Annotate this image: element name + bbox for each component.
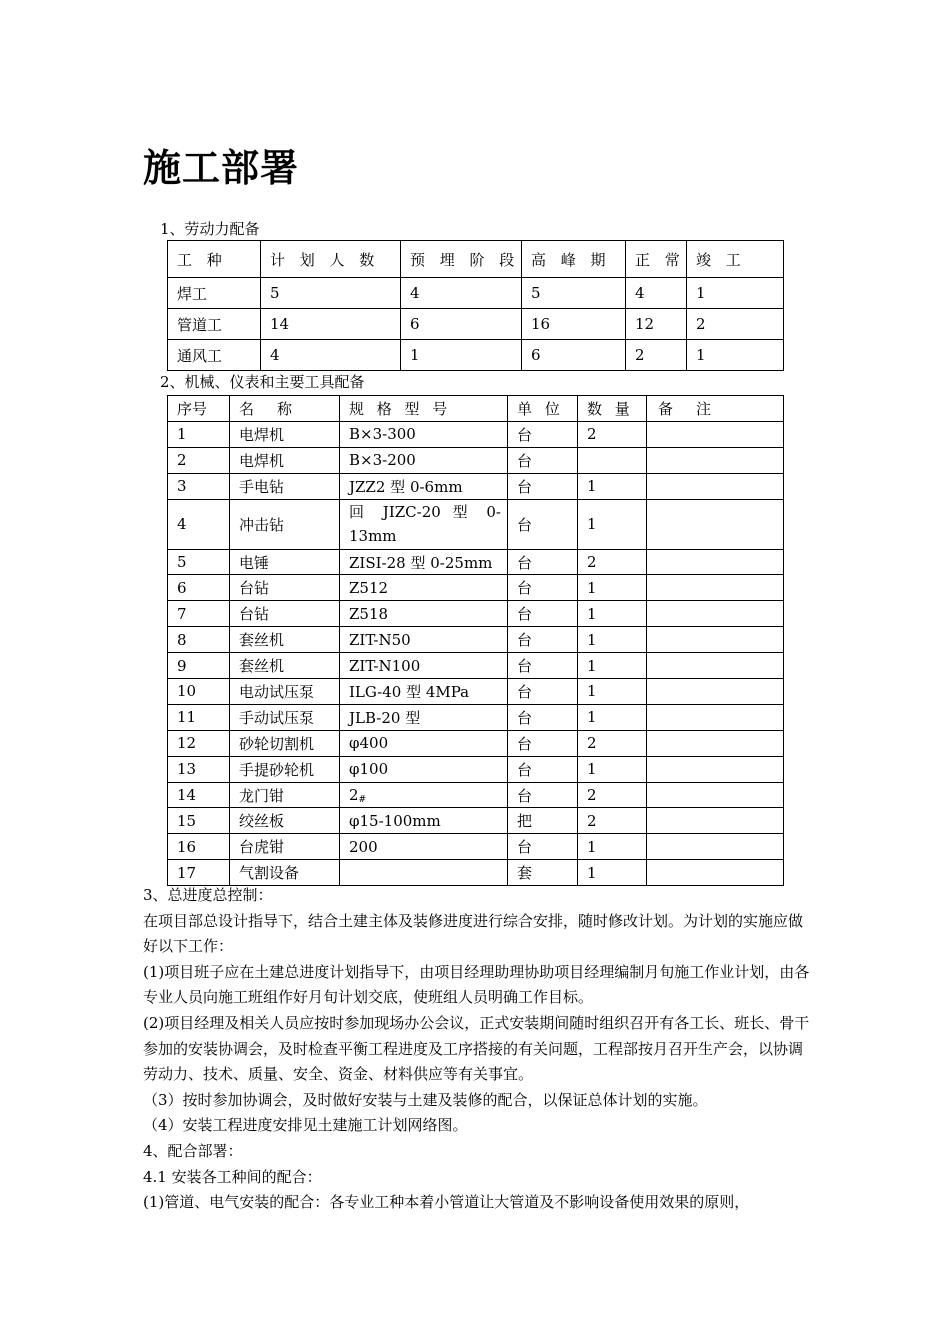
table-cell — [647, 704, 784, 730]
table-cell: 1 — [578, 756, 647, 782]
table-cell: 2 — [168, 447, 230, 473]
table-cell: 1 — [578, 499, 647, 549]
table-row — [168, 653, 784, 679]
table-cell: 电焊机 — [230, 447, 340, 473]
table-cell: 冲击钻 — [230, 499, 340, 549]
table-cell: 1 — [578, 704, 647, 730]
table-cell: Z518 — [340, 601, 508, 627]
table-row — [168, 782, 784, 808]
column-header: 计 划 人 数 — [261, 241, 401, 278]
table-row — [168, 756, 784, 782]
table-cell: 200 — [340, 834, 508, 860]
table-cell: 7 — [168, 601, 230, 627]
table-cell: 台 — [508, 447, 578, 473]
table-cell: 1 — [687, 278, 784, 309]
paragraph: （4）安装工程进度安排见土建施工计划网络图。 — [143, 1116, 468, 1135]
table-cell — [647, 575, 784, 601]
equipment-table — [167, 395, 784, 886]
paragraph: （3）按时参加协调会，及时做好安装与土建及装修的配合，以保证总体计划的实施。 — [143, 1090, 708, 1109]
table-cell: 手动试压泵 — [230, 704, 340, 730]
table-cell: ZIT-N100 — [340, 653, 508, 679]
table-cell: 4 — [401, 278, 522, 309]
table-cell: 套丝机 — [230, 653, 340, 679]
table-cell: B×3-200 — [340, 447, 508, 473]
table-row — [168, 679, 784, 705]
table-cell: 电动试压泵 — [230, 679, 340, 705]
table-cell: 绞丝板 — [230, 808, 340, 834]
table-cell: Z512 — [340, 575, 508, 601]
table-cell — [647, 473, 784, 499]
table-cell: 台 — [508, 601, 578, 627]
table-cell: 14 — [168, 782, 230, 808]
table-cell: 台 — [508, 756, 578, 782]
table-cell — [647, 782, 784, 808]
table-row — [168, 704, 784, 730]
table-cell: 4 — [261, 340, 401, 371]
table-cell: 2 — [626, 340, 687, 371]
column-header: 名 称 — [230, 396, 340, 422]
table-cell: 龙门钳 — [230, 782, 340, 808]
table-cell: 10 — [168, 679, 230, 705]
table-cell: 2 — [578, 782, 647, 808]
table-cell: 套丝机 — [230, 627, 340, 653]
table-cell — [647, 756, 784, 782]
table-cell: 台 — [508, 421, 578, 447]
table-row — [168, 278, 784, 309]
table-cell: 套 — [508, 860, 578, 886]
spec-suffix: # — [358, 794, 367, 805]
table-row — [168, 421, 784, 447]
table-cell: 6 — [401, 309, 522, 340]
table-row — [168, 834, 784, 860]
table-cell — [647, 499, 784, 549]
table-cell: 电锤 — [230, 549, 340, 575]
table-cell: 1 — [578, 627, 647, 653]
table-cell: 16 — [168, 834, 230, 860]
table-cell: ILG-40 型 4MPa — [340, 679, 508, 705]
table-cell: 手电钻 — [230, 473, 340, 499]
table-cell — [647, 627, 784, 653]
table-cell — [647, 653, 784, 679]
table-row — [168, 627, 784, 653]
table-header-row — [168, 241, 784, 278]
table-cell — [340, 860, 508, 886]
body-text — [143, 883, 811, 1216]
spec-value: 2 — [349, 785, 359, 804]
table-cell: 台 — [508, 575, 578, 601]
table-cell: 5 — [261, 278, 401, 309]
table-cell: 台 — [508, 653, 578, 679]
table-cell — [647, 679, 784, 705]
table-cell: 电焊机 — [230, 421, 340, 447]
table-cell: 16 — [522, 309, 626, 340]
column-header: 数 量 — [578, 396, 647, 422]
table-cell: 12 — [168, 730, 230, 756]
table-cell — [647, 730, 784, 756]
table-cell: φ100 — [340, 756, 508, 782]
table-cell: 17 — [168, 860, 230, 886]
table-cell: 2 — [687, 309, 784, 340]
table-row — [168, 860, 784, 886]
table-cell — [647, 808, 784, 834]
labor-table — [167, 240, 784, 371]
column-header: 工 种 — [168, 241, 261, 278]
table-row — [168, 447, 784, 473]
table-cell: 1 — [578, 653, 647, 679]
table-cell — [647, 601, 784, 627]
table-cell: ZIT-N50 — [340, 627, 508, 653]
column-header: 高 峰 期 — [522, 241, 626, 278]
table-row — [168, 575, 784, 601]
table-cell: 气割设备 — [230, 860, 340, 886]
table-cell: 9 — [168, 653, 230, 679]
table-row — [168, 473, 784, 499]
table-cell: 台 — [508, 499, 578, 549]
table-row — [168, 340, 784, 371]
table-cell: 通风工 — [168, 340, 261, 371]
section-heading-coordination: 4、配合部署： — [143, 1141, 243, 1160]
table-cell — [647, 834, 784, 860]
table-cell: 1 — [168, 421, 230, 447]
table-row — [168, 730, 784, 756]
table-cell — [647, 421, 784, 447]
column-header: 竣 工 — [687, 241, 784, 278]
table-cell: 管道工 — [168, 309, 261, 340]
table-header-row — [168, 396, 784, 422]
table-cell: 台 — [508, 679, 578, 705]
table-cell: 2 — [578, 549, 647, 575]
table-cell: ZISI-28 型 0-25mm — [340, 549, 508, 575]
table-cell: 6 — [522, 340, 626, 371]
table-row — [168, 309, 784, 340]
column-header: 规 格 型 号 — [340, 396, 508, 422]
table-cell: 台 — [508, 834, 578, 860]
table-cell: 14 — [261, 309, 401, 340]
table-cell: 1 — [578, 860, 647, 886]
table-cell: 3 — [168, 473, 230, 499]
table-cell — [647, 549, 784, 575]
table-cell: 1 — [578, 575, 647, 601]
table-row — [168, 549, 784, 575]
table-cell: 5 — [168, 549, 230, 575]
table-cell: 1 — [578, 601, 647, 627]
table-cell: 台虎钳 — [230, 834, 340, 860]
paragraph: 在项目部总设计指导下，结合土建主体及装修进度进行综合安排，随时修改计划。为计划的实施应做好以下工作： — [143, 911, 804, 956]
table-cell: 2 — [578, 421, 647, 447]
table-cell: 台 — [508, 473, 578, 499]
table-cell: 回 JIZC-20 型 0-13mm — [340, 499, 508, 549]
table-cell: JLB-20 型 — [340, 704, 508, 730]
table-cell — [340, 782, 508, 808]
column-header: 备 注 — [647, 396, 784, 422]
table-cell: 手提砂轮机 — [230, 756, 340, 782]
table-cell: 1 — [578, 834, 647, 860]
column-header: 正 常 — [626, 241, 687, 278]
table-cell: 13 — [168, 756, 230, 782]
table-cell: φ15-100mm — [340, 808, 508, 834]
table-cell: φ400 — [340, 730, 508, 756]
table-cell: 台钻 — [230, 601, 340, 627]
table-cell — [647, 860, 784, 886]
table-cell: B×3-300 — [340, 421, 508, 447]
column-header: 序号 — [168, 396, 230, 422]
table-cell: 2 — [578, 730, 647, 756]
table-cell: 焊工 — [168, 278, 261, 309]
table-cell: 12 — [626, 309, 687, 340]
table-cell: 6 — [168, 575, 230, 601]
paragraph: (1)项目班子应在土建总进度计划指导下，由项目经理助理协助项目经理编制月旬施工作业计划，由各专业人员向施工班组作好月旬计划交底，使班组人员明确工作目标。 — [143, 962, 810, 1007]
table-cell — [647, 447, 784, 473]
table-row — [168, 601, 784, 627]
table-cell: 台 — [508, 549, 578, 575]
table-cell — [578, 447, 647, 473]
column-header: 预 埋 阶 段 — [401, 241, 522, 278]
paragraph: (2)项目经理及相关人员应按时参加现场办公会议，正式安装期间随时组织召开有各工长、班长、骨干参加的安装协调会，及时检查平衡工程进度及工序搭接的有关问题，工程部按月召开生产会，以协调劳动力、技术、质量、安全、资金、材料供应等有关事宜。 — [143, 1013, 810, 1084]
table-cell: JZZ2 型 0-6mm — [340, 473, 508, 499]
table-cell: 台 — [508, 704, 578, 730]
paragraph: (1)管道、电气安装的配合：各专业工种本着小管道让大管道及不影响设备使用效果的原则， — [143, 1193, 750, 1212]
table-cell: 8 — [168, 627, 230, 653]
table-cell: 4 — [168, 499, 230, 549]
table-cell: 5 — [522, 278, 626, 309]
section-heading-schedule: 3、总进度总控制： — [143, 886, 273, 904]
table-cell: 11 — [168, 704, 230, 730]
table-cell: 砂轮切割机 — [230, 730, 340, 756]
table-cell: 1 — [687, 340, 784, 371]
table-row — [168, 808, 784, 834]
table-row — [168, 499, 784, 549]
table-cell: 台 — [508, 627, 578, 653]
table-cell: 台钻 — [230, 575, 340, 601]
table-cell: 把 — [508, 808, 578, 834]
column-header: 单 位 — [508, 396, 578, 422]
table-cell: 1 — [401, 340, 522, 371]
table-cell: 1 — [578, 679, 647, 705]
table-cell: 2 — [578, 808, 647, 834]
table-cell: 台 — [508, 782, 578, 808]
section-heading-equipment: 2、机械、仪表和主要工具配备 — [160, 373, 365, 391]
table-cell: 1 — [578, 473, 647, 499]
sub-heading: 4.1 安装各工种间的配合： — [143, 1167, 322, 1186]
table-cell: 4 — [626, 278, 687, 309]
page-title: 施工部署 — [143, 146, 300, 190]
table-cell: 15 — [168, 808, 230, 834]
section-heading-labor: 1、劳动力配备 — [160, 220, 260, 238]
table-cell: 台 — [508, 730, 578, 756]
